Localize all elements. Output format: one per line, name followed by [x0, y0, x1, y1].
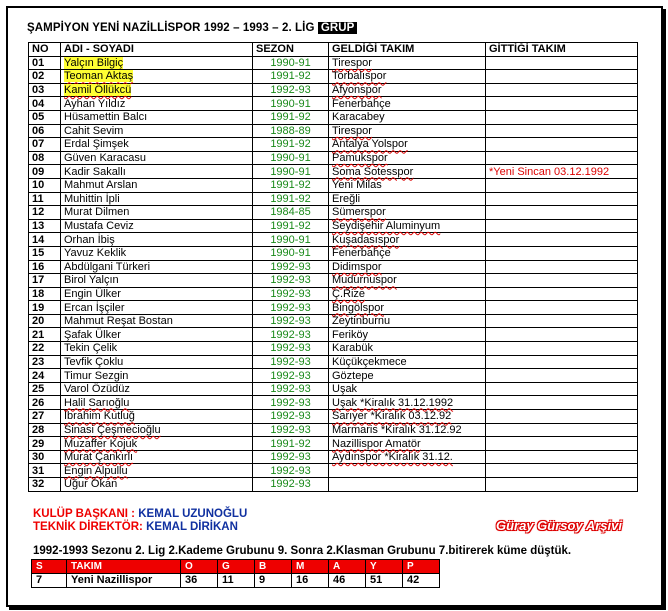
player-from-team: Sarıyer *Kiralık 03.12.92 [332, 410, 452, 423]
player-from-team: Seydişehir Aluminyum [332, 220, 441, 233]
standings-won: 11 [218, 574, 255, 588]
table-row [29, 83, 638, 97]
player-season: 1992-93 [270, 396, 311, 409]
title-grup-badge: GRUP [318, 22, 358, 34]
table-row [29, 423, 638, 437]
player-number: 29 [32, 437, 45, 450]
player-season: 1992-93 [270, 260, 311, 273]
table-row [29, 450, 638, 464]
player-from-team: Uşak [332, 383, 358, 396]
player-number: 05 [32, 111, 45, 124]
player-from-team: Afyonspor [332, 84, 382, 97]
header-sezon: SEZON [253, 43, 329, 57]
table-header-row [29, 43, 638, 57]
standings-header-row [32, 560, 440, 574]
player-season: 1992-93 [270, 383, 311, 396]
player-season: 1991-92 [270, 179, 311, 192]
player-name: Kadir Sakallı [64, 165, 126, 178]
player-from-team: Uşak *Kiralık 31.12.1992 [332, 396, 454, 409]
standings-played: 36 [181, 574, 218, 588]
player-number: 02 [32, 70, 45, 83]
player-season: 1991-92 [270, 70, 311, 83]
player-season: 1992-93 [270, 342, 311, 355]
player-from-team: Fenerbahçe [332, 97, 391, 110]
player-from-team: Tirespor [332, 56, 372, 69]
standings-header-g: G [218, 560, 255, 574]
table-row [29, 219, 638, 233]
table-row [29, 328, 638, 342]
player-from-team: Göztepe [332, 369, 374, 382]
player-season: 1990-91 [270, 97, 311, 110]
player-season: 1992-93 [270, 301, 311, 314]
player-season: 1992-93 [270, 410, 311, 423]
header-gittigi: GİTTİĞİ TAKIM [486, 43, 638, 57]
table-row [29, 192, 638, 206]
player-from-team: Pamukspor [332, 152, 388, 165]
standings-header-p: P [403, 560, 440, 574]
player-number: 23 [32, 355, 45, 368]
table-row [29, 56, 638, 70]
player-season: 1991-92 [270, 220, 311, 233]
standings-goals-against: 51 [366, 574, 403, 588]
player-number: 04 [32, 97, 45, 110]
player-from-team: Nazillispor Amatör [332, 437, 421, 450]
player-season: 1992-93 [270, 369, 311, 382]
table-row [29, 274, 638, 288]
player-number: 28 [32, 423, 45, 436]
player-number: 22 [32, 342, 45, 355]
player-name: Erdal Şimşek [64, 138, 129, 151]
player-season: 1992-93 [270, 287, 311, 300]
table-row [29, 151, 638, 165]
squad-table [28, 42, 638, 492]
player-number: 09 [32, 165, 45, 178]
director-line [33, 521, 247, 534]
standings-lost: 16 [292, 574, 329, 588]
player-number: 17 [32, 274, 45, 287]
player-name: Timur Sezgin [64, 369, 129, 382]
player-number: 27 [32, 410, 45, 423]
player-number: 08 [32, 152, 45, 165]
header-name: ADI - SOYADI [61, 43, 253, 57]
player-season: 1990-91 [270, 233, 311, 246]
standings-points: 42 [403, 574, 440, 588]
standings-header-o: O [181, 560, 218, 574]
standings-header-s: S [32, 560, 67, 574]
standings-goals-for: 46 [329, 574, 366, 588]
table-row [29, 314, 638, 328]
table-row [29, 464, 638, 478]
player-season: 1992-93 [270, 274, 311, 287]
president-label: KULÜP BAŞKANI : [33, 508, 136, 520]
president-name: KEMAL UZUNOĞLU [138, 508, 248, 520]
player-name: Mahmut Reşat Bostan [64, 315, 173, 328]
player-from-team: Bingölspor [332, 301, 384, 314]
player-name: Muzaffer Kojuk [64, 437, 138, 450]
table-row [29, 396, 638, 410]
table-row [29, 138, 638, 152]
player-number: 30 [32, 451, 45, 464]
player-number: 07 [32, 138, 45, 151]
player-number: 13 [32, 220, 45, 233]
player-from-team: Tirespor [332, 124, 372, 137]
player-name: Engin Ülker [64, 287, 121, 300]
player-name: Şafak Ülker [64, 328, 121, 341]
player-from-team: Ereğli [332, 192, 361, 205]
player-season: 1992-93 [270, 423, 311, 436]
page-title [27, 22, 357, 34]
player-season: 1990-91 [270, 152, 311, 165]
standings-drawn: 9 [255, 574, 292, 588]
standings-row [32, 574, 440, 588]
player-name: Sinasi Çeşmecioğlu [64, 423, 161, 436]
player-season: 1992-93 [270, 464, 311, 477]
player-name: Yalçın Bilgiç [64, 56, 124, 69]
player-name: Halil Sarıoğlu [64, 396, 130, 409]
table-row [29, 260, 638, 274]
player-season: 1992-93 [270, 451, 311, 464]
player-from-team: Mudurnuspor [332, 274, 397, 287]
player-name: Varol Özüdüz [64, 383, 130, 396]
table-row [29, 342, 638, 356]
season-summary: 1992-1993 Sezonu 2. Lig 2.Kademe Grubunu 9. Sonra 2.Klasman Grubunu 7.bitirerek küme düştük. [33, 545, 572, 557]
player-name: Yavuz Keklik [64, 247, 127, 260]
table-row [29, 233, 638, 247]
player-season: 1992-93 [270, 355, 311, 368]
table-row [29, 97, 638, 111]
player-name: İbrahim Kutluğ [64, 410, 135, 423]
table-row [29, 437, 638, 451]
player-season: 1990-91 [270, 56, 311, 69]
player-from-team: Fenerbahçe [332, 247, 391, 260]
player-to-team: *Yeni Sincan 03.12.1992 [489, 165, 610, 178]
player-number: 18 [32, 287, 45, 300]
player-name: Tekin Çelik [64, 342, 118, 355]
director-name: KEMAL DİRİKAN [146, 521, 238, 533]
player-from-team: Antalya Yolspor [332, 138, 408, 151]
player-from-team: Aydınspor *Kiralık 31.12. [332, 451, 453, 464]
player-name: Muhittin İpli [64, 192, 120, 205]
player-name: Murat Dilmen [64, 206, 130, 219]
player-name: Cahit Sevim [64, 124, 124, 137]
player-number: 03 [32, 84, 45, 97]
player-from-team: Soma Sotesspor [332, 165, 414, 178]
standings-table [31, 559, 440, 588]
player-name: Tevfik Çoklu [64, 355, 124, 368]
archive-credit: Güray Gürsoy Arşivi [496, 518, 622, 533]
standings-header-m: M [292, 560, 329, 574]
player-number: 31 [32, 464, 45, 477]
player-from-team: Sümerspor [332, 206, 386, 219]
table-row [29, 165, 638, 179]
standings-rank: 7 [32, 574, 67, 588]
table-row [29, 287, 638, 301]
table-row [29, 70, 638, 84]
player-number: 32 [32, 478, 45, 491]
player-name: Ayhan Yıldız [64, 97, 126, 110]
standings-header-b: B [255, 560, 292, 574]
player-number: 24 [32, 369, 45, 382]
standings-header-takim: TAKIM [67, 560, 181, 574]
player-from-team: Ç.Rize [332, 287, 366, 300]
table-row [29, 206, 638, 220]
table-row [29, 124, 638, 138]
player-name: Abdülgani Türkeri [64, 260, 151, 273]
player-from-team: Küçükçekmece [332, 355, 407, 368]
player-name: Mahmut Arslan [64, 179, 138, 192]
player-number: 19 [32, 301, 45, 314]
standings-team: Yeni Nazillispor [67, 574, 181, 588]
player-number: 12 [32, 206, 45, 219]
header-geldigi: GELDİĞİ TAKIM [329, 43, 486, 57]
player-name: Hüsamettin Balcı [64, 111, 148, 124]
table-row [29, 178, 638, 192]
player-name: Mustafa Ceviz [64, 220, 134, 233]
player-season: 1990-91 [270, 247, 311, 260]
player-from-team: Karabük [332, 342, 373, 355]
player-number: 06 [32, 124, 45, 137]
player-name: Orhan İbiş [64, 233, 115, 246]
player-number: 26 [32, 396, 45, 409]
player-name: Güven Karacasu [64, 152, 146, 165]
player-from-team: Kuşadasıspor [332, 233, 400, 246]
player-number: 15 [32, 247, 45, 260]
player-number: 20 [32, 315, 45, 328]
player-number: 21 [32, 328, 45, 341]
title-text: ŞAMPİYON YENİ NAZİLLİSPOR 1992 – 1993 – 2. LİG [27, 22, 318, 34]
standings-header-y: Y [366, 560, 403, 574]
table-row [29, 355, 638, 369]
table-row [29, 369, 638, 383]
staff-block [33, 508, 247, 534]
player-from-team: Torbalıspor [332, 70, 387, 83]
player-season: 1990-91 [270, 165, 311, 178]
standings-header-a: A [329, 560, 366, 574]
player-from-team: Feriköy [332, 328, 369, 341]
player-number: 16 [32, 260, 45, 273]
player-name: Murat Çankırlı [64, 451, 134, 464]
player-name: Ercan İşçiler [64, 301, 125, 314]
president-line [33, 508, 247, 521]
player-from-team: Marmaris *Kiralık 31.12.92 [332, 423, 462, 436]
player-name: Teoman Aktaş [64, 70, 134, 83]
player-name: Birol Yalçın [64, 274, 119, 287]
player-season: 1992-93 [270, 315, 311, 328]
player-from-team: Karacabey [332, 111, 385, 124]
table-row [29, 410, 638, 424]
player-from-team: Yeni Milas [332, 179, 382, 192]
player-name: Kamil Öllükcü [64, 84, 132, 97]
player-number: 25 [32, 383, 45, 396]
player-from-team: Zeytinburnu [332, 315, 391, 328]
header-no: NO [29, 43, 61, 57]
player-season: 1991-92 [270, 111, 311, 124]
director-label: TEKNİK DİREKTÖR: [33, 521, 143, 533]
player-name: Uğur Okan [64, 478, 118, 491]
table-row [29, 478, 638, 492]
player-season: 1988-89 [270, 124, 311, 137]
table-row [29, 110, 638, 124]
player-season: 1991-92 [270, 437, 311, 450]
player-number: 14 [32, 233, 45, 246]
player-season: 1992-93 [270, 84, 311, 97]
player-from-team: Didimspor [332, 260, 382, 273]
player-season: 1991-92 [270, 138, 311, 151]
player-number: 11 [32, 192, 44, 205]
player-season: 1992-93 [270, 478, 311, 491]
player-season: 1992-93 [270, 328, 311, 341]
player-season: 1991-92 [270, 192, 311, 205]
table-row [29, 246, 638, 260]
squad-table-body [29, 56, 638, 491]
player-name: Engin Alpullu [64, 464, 128, 477]
player-number: 10 [32, 179, 45, 192]
player-season: 1984-85 [270, 206, 311, 219]
table-row [29, 301, 638, 315]
table-row [29, 382, 638, 396]
player-number: 01 [32, 56, 45, 69]
